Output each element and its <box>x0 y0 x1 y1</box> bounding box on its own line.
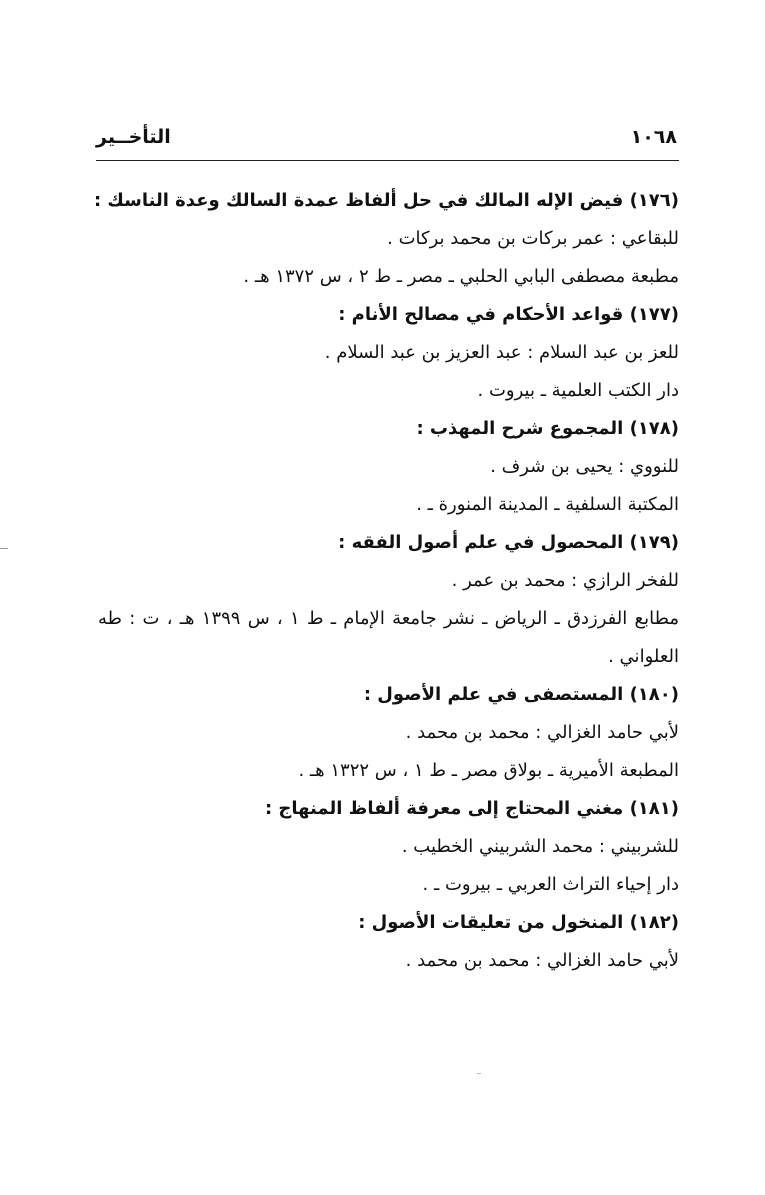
entry-178-title: (١٧٨) المجموع شرح المهذب : <box>416 418 679 439</box>
entry-180-author: لأبي حامد الغزالي : محمد بن محمد . <box>405 722 679 743</box>
entry-180-title: (١٨٠) المستصفى في علم الأصول : <box>363 684 679 705</box>
margin-mark <box>0 548 8 549</box>
entry-178-publisher: المكتبة السلفية ـ المدينة المنورة ـ . <box>416 494 679 515</box>
entry-176-title: (١٧٦) فيض الإله المالك في حل ألفاظ عمدة السالك وعدة الناسك : <box>93 190 679 211</box>
entry-180-publisher: المطبعة الأميرية ـ بولاق مصر ـ ط ١ ، س ١٣٢٢ هـ . <box>298 760 679 781</box>
entry-178-author: للنووي : يحيى بن شرف . <box>490 456 679 477</box>
header-rule <box>96 160 679 161</box>
entry-179-title: (١٧٩) المحصول في علم أصول الفقه : <box>338 532 679 553</box>
entry-176-publisher: مطبعة مصطفى البابي الحلبي ـ مصر ـ ط ٢ ، س ١٣٧٢ هـ . <box>243 266 679 287</box>
bibliography-list <box>93 182 679 980</box>
entry-177-author: للعز بن عبد السلام : عبد العزيز بن عبد السلام . <box>324 342 679 363</box>
entry-182-author: لأبي حامد الغزالي : محمد بن محمد . <box>405 950 679 971</box>
entry-179-author: للفخر الرازي : محمد بن عمر . <box>451 570 679 591</box>
running-title: التأخــير <box>96 126 171 148</box>
entry-181-title: (١٨١) مغني المحتاج إلى معرفة ألفاظ المنهاج : <box>264 798 679 819</box>
entry-182-title: (١٨٢) المنخول من تعليقات الأصول : <box>358 912 679 933</box>
entry-181-publisher: دار إحياء التراث العربي ـ بيروت ـ . <box>422 874 679 895</box>
entry-181-author: للشربيني : محمد الشربيني الخطيب . <box>401 836 679 857</box>
running-head <box>96 126 677 152</box>
entry-177-title: (١٧٧) قواعد الأحكام في مصالح الأنام : <box>338 304 679 325</box>
scan-speck <box>477 1073 481 1074</box>
entry-179-publisher: مطابع الفرزدق ـ الرياض ـ نشر جامعة الإمام ـ ط ١ ، س ١٣٩٩ هـ ، ت : طه العلواني . <box>98 608 679 667</box>
entry-176-author: للبقاعي : عمر بركات بن محمد بركات . <box>387 228 679 249</box>
entry-177-publisher: دار الكتب العلمية ـ بيروت . <box>477 380 679 401</box>
page-number: ١٠٦٨ <box>630 126 677 148</box>
